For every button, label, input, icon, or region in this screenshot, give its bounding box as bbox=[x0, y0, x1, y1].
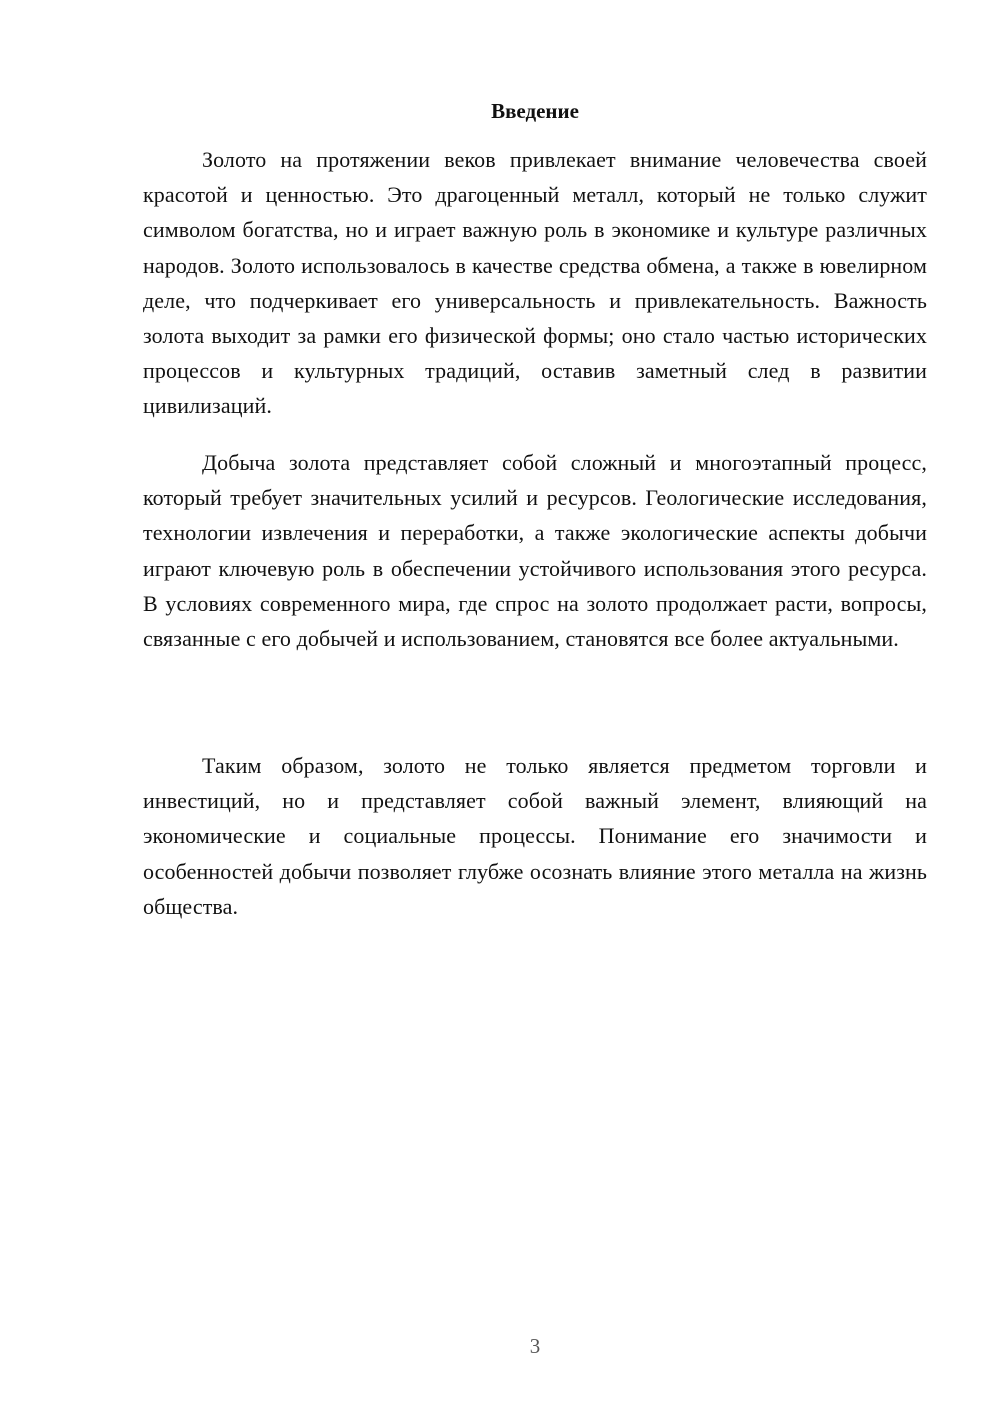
section-heading: Введение bbox=[491, 99, 579, 123]
paragraph-1: Золото на протяжении веков привлекает внимание человечества своей красотой и ценностью. Это драгоценный металл, который не только служит символом богатства, но и играет важную роль в экономике и культуре различных народов. Золото использовалось в качестве средства обмена, а также в ювелирном деле, что подчеркивает его универсальность и привлекательность. Важность золота выходит за рамки его физической формы; оно стало частью исторических процессов и культурных традиций, оставив заметный след в развитии цивилизаций. bbox=[143, 147, 927, 419]
paragraph-2: Добыча золота представляет собой сложный и многоэтапный процесс, который требует значительных усилий и ресурсов. Геологические исследования, технологии извлечения и переработки, а также экологические аспекты добычи играют ключевую роль в обеспечении устойчивого использования этого ресурса. В условиях современного мира, где спрос на золото продолжает расти, вопросы, связанные с его добычей и использованием, становятся все более актуальными. bbox=[143, 450, 927, 652]
paragraph-3: Таким образом, золото не только является предметом торговли и инвестиций, но и представляет собой важный элемент, влияющий на экономические и социальные процессы. Понимание его значимости и особенностей добычи позволяет глубже осознать влияние этого металла на жизнь общества. bbox=[143, 753, 927, 919]
page-number: 3 bbox=[529, 1334, 541, 1358]
